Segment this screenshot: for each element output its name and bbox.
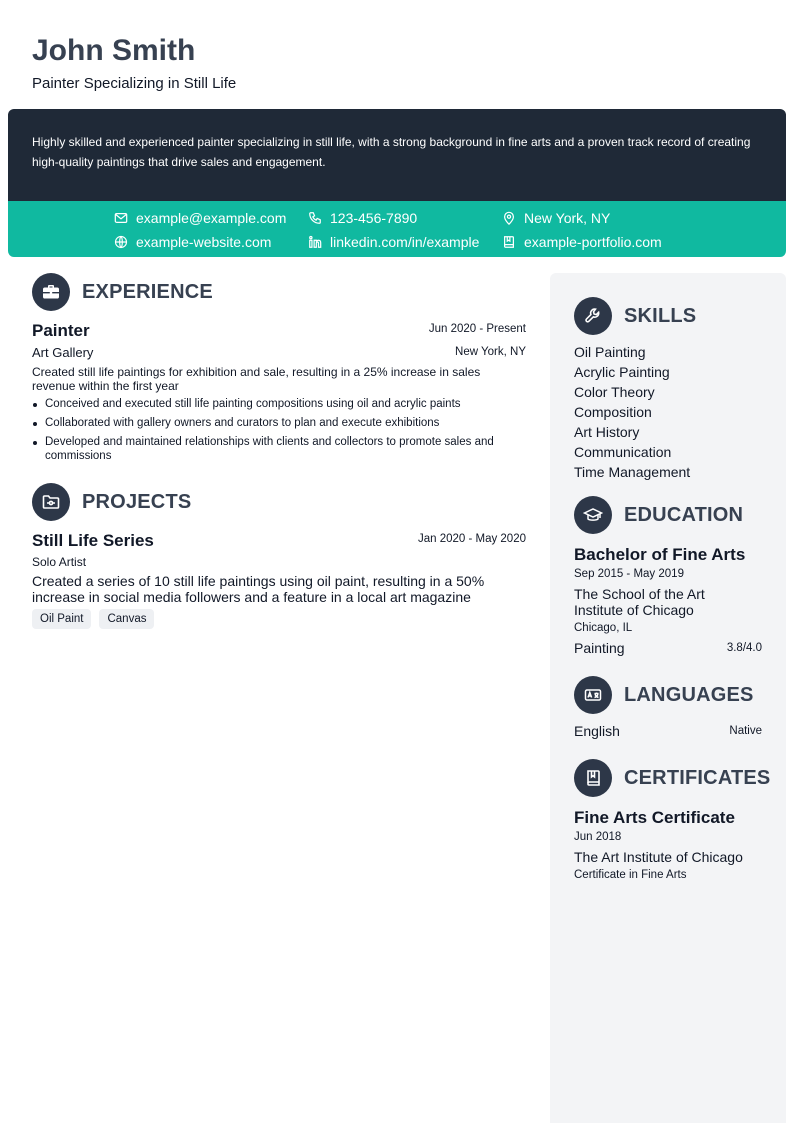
folder-icon [32,483,70,521]
certificate-name: Fine Arts Certificate [574,808,735,827]
school: The School of the Art Institute of Chicago [574,586,705,618]
job-company: Art Gallery [32,345,94,360]
skills-list [574,342,690,482]
job-location: New York, NY [455,346,526,358]
candidate-name: John Smith [32,34,196,67]
certificate-description: Certificate in Fine Arts [574,869,687,881]
projects-section-header [32,483,191,521]
list-item: Time Management [574,464,691,480]
briefcase-icon [32,273,70,311]
skills-section-header [574,297,696,335]
job-summary: Created still life paintings for exhibition and sale, resulting in a 25% increase in sales revenue within the first year [32,365,481,393]
contact-email[interactable] [114,209,286,227]
list-item: Oil Painting [574,344,646,360]
contact-website[interactable] [114,233,271,251]
education-dates: Sep 2015 - May 2019 [574,568,684,580]
contact-location [502,209,610,227]
candidate-title: Painter Specializing in Still Life [32,75,237,92]
job-dates: Jun 2020 - Present [428,323,526,335]
list-item: Conceived and executed still life painting compositions using oil and acrylic paints [32,397,526,411]
list-item: Developed and maintained relationships with clients and collectors to promote sales and commissions [32,435,526,463]
education-field: Painting [574,640,625,656]
contact-bar [8,201,786,257]
experience-heading: EXPERIENCE [82,280,213,303]
certificates-section-header [574,759,770,797]
list-item: Collaborated with gallery owners and curators to plan and execute exhibitions [32,416,526,430]
wrench-icon [574,297,612,335]
languages-section-header [574,676,754,714]
summary-text: Highly skilled and experienced painter specializing in still life, with a strong background in fine arts and a proven track record of creating high-quality paintings that drive sales and engagement. [32,135,751,169]
list-item: Communication [574,444,672,460]
certificate-date: Jun 2018 [574,831,622,843]
mail-icon [114,211,128,225]
list-item: Color Theory [574,384,655,400]
job-title: Painter [32,321,90,340]
education-gpa: 3.8/4.0 [726,642,762,654]
phone-icon [308,211,322,225]
degree: Bachelor of Fine Arts [574,545,746,564]
globe-icon [114,235,128,249]
location-text: New York, NY [524,210,611,226]
education-location: Chicago, IL [574,622,633,634]
projects-heading: PROJECTS [82,490,192,513]
contact-portfolio[interactable] [502,233,662,251]
map-pin-icon [502,211,516,225]
tag: Canvas [99,609,154,629]
certificate-issuer: The Art Institute of Chicago [574,849,743,865]
language-level: Native [729,725,762,737]
list-item: Acrylic Painting [574,364,670,380]
portfolio-text: example-portfolio.com [524,234,662,250]
resume-header [32,34,236,94]
translate-icon [574,676,612,714]
certificates-heading: CERTIFICATES [624,766,771,789]
education-heading: EDUCATION [624,503,744,526]
experience-section-header [32,273,213,311]
website-text: example-website.com [136,234,272,250]
contact-phone[interactable] [308,209,417,227]
graduation-cap-icon [574,496,612,534]
email-text: example@example.com [136,210,287,226]
language-name: English [574,723,620,739]
job-bullet-list [32,397,526,468]
list-item: Composition [574,404,652,420]
summary-banner [8,109,786,201]
project-description: Created a series of 10 still life paintings using oil paint, resulting in a 50% increase in social media followers and a feature in a local art magazine [32,573,485,605]
tag: Oil Paint [32,609,91,629]
bookmark-book-icon [574,759,612,797]
project-tags [32,609,162,629]
education-section-header [574,496,743,534]
contact-linkedin[interactable] [308,233,479,251]
project-role: Solo Artist [32,555,87,569]
project-title: Still Life Series [32,531,154,550]
languages-heading: LANGUAGES [624,683,754,706]
linkedin-text: linkedin.com/in/example [330,234,480,250]
list-item: Art History [574,424,640,440]
skills-heading: SKILLS [624,304,697,327]
book-icon [502,235,516,249]
phone-text: 123-456-7890 [330,210,418,226]
linkedin-icon [308,235,322,249]
project-dates: Jan 2020 - May 2020 [417,533,526,545]
